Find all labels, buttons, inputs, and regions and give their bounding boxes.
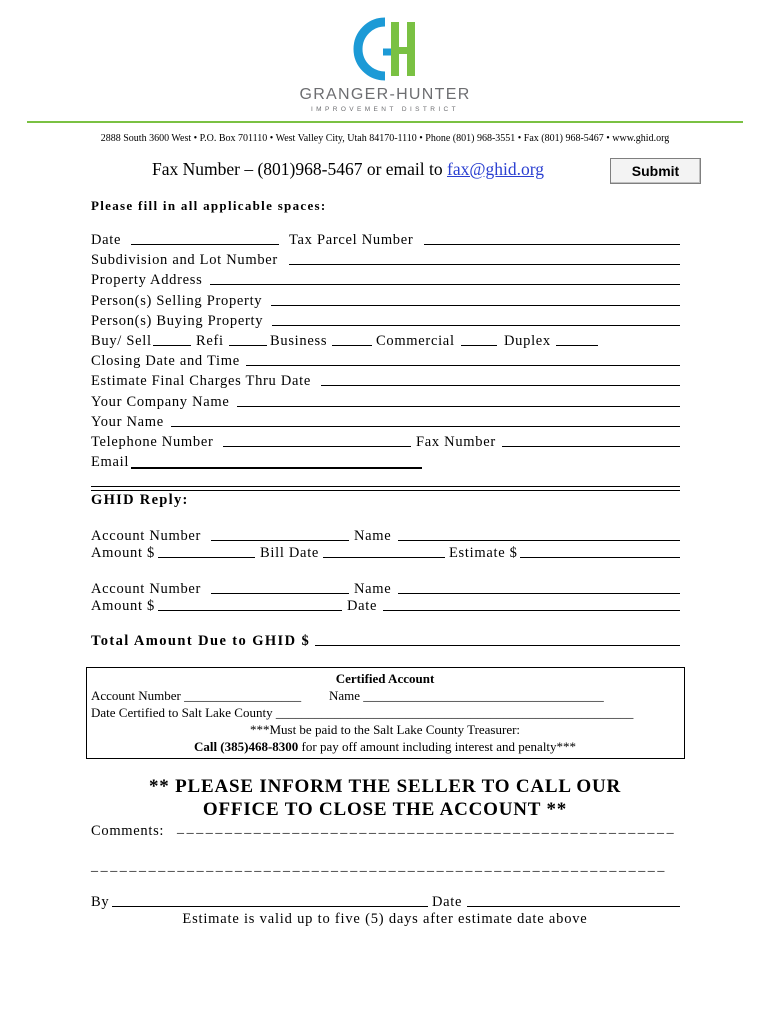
selling-field[interactable] (271, 305, 680, 306)
certified-title: Certified Account (335, 671, 435, 686)
comments-field-1[interactable]: ____________________________________________________ (177, 821, 677, 836)
estimate-label: Estimate $ (449, 545, 518, 561)
date-certified: Date Certified to Salt Lake County _______________________________________________________ (91, 705, 634, 720)
commercial-label: Commercial (376, 333, 455, 349)
bill-date-field[interactable] (323, 557, 445, 558)
your-name-label: Your Name (91, 414, 164, 430)
buy-sell-field[interactable] (153, 345, 191, 346)
section-divider (91, 486, 680, 491)
account-number-label-2: Account Number (91, 581, 202, 597)
certified-account-number: Account Number __________________ (91, 688, 302, 703)
submit-button[interactable]: Submit (610, 158, 701, 184)
estimate-thru-field[interactable] (321, 385, 680, 386)
inform-line-2: OFFICE TO CLOSE THE ACCOUNT ** (202, 799, 568, 820)
closing-label: Closing Date and Time (91, 353, 240, 369)
call-line (0, 740, 770, 753)
buying-label: Person(s) Buying Property (91, 313, 264, 329)
ghid-logo (353, 16, 417, 82)
buying-field[interactable] (272, 325, 680, 326)
total-field[interactable] (315, 645, 680, 646)
comments-label: Comments: (91, 823, 165, 839)
instructions: Please fill in all applicable spaces: (91, 198, 327, 213)
amount-field[interactable] (158, 557, 255, 558)
name-field[interactable] (398, 540, 680, 541)
org-name: GRANGER-HUNTER (299, 86, 471, 103)
closing-field[interactable] (246, 365, 680, 366)
must-be-paid: ***Must be paid to the Salt Lake County Treasurer: (249, 722, 521, 737)
fax-text: Fax Number – (801)968-5467 or email to (152, 159, 448, 179)
duplex-label: Duplex (504, 333, 551, 349)
call-rest: for pay off amount including interest and penalty*** (298, 739, 577, 754)
call-number: Call (385)468-8300 (193, 739, 299, 754)
fax-label: Fax Number (416, 434, 496, 450)
name-field-2[interactable] (398, 593, 680, 594)
name-label: Name (354, 528, 392, 544)
subdivision-field[interactable] (289, 264, 680, 265)
reply-heading: GHID Reply: (91, 492, 189, 508)
inform-line-1: ** PLEASE INFORM THE SELLER TO CALL OUR (148, 776, 621, 797)
address-line: 2888 South 3600 West • P.O. Box 701110 • West Valley City, Utah 84170-1110 • Phone (801) 968-3551 • Fax (801) 968-5467 • www.ghid.org (100, 133, 670, 144)
fax-field[interactable] (502, 446, 680, 447)
amount-field-2[interactable] (158, 610, 342, 611)
certified-name: Name _____________________________________ (329, 688, 604, 703)
estimate-field[interactable] (520, 557, 680, 558)
commercial-field[interactable] (461, 345, 497, 346)
property-address-label: Property Address (91, 272, 203, 288)
date-label: Date (91, 232, 122, 248)
refi-field[interactable] (229, 345, 267, 346)
amount-label-2: Amount $ (91, 598, 156, 614)
date-field[interactable] (131, 244, 279, 245)
date-label-2: Date (347, 598, 378, 614)
fax-email-link[interactable]: fax@ghid.org (447, 159, 544, 179)
tax-parcel-field[interactable] (424, 244, 680, 245)
telephone-field[interactable] (223, 446, 411, 447)
org-subtitle: IMPROVEMENT DISTRICT (310, 106, 460, 113)
email-field[interactable] (131, 467, 422, 469)
validity-note: Estimate is valid up to five (5) days after estimate date above (182, 911, 588, 927)
subdivision-label: Subdivision and Lot Number (91, 252, 278, 268)
email-label: Email (91, 454, 130, 470)
buy-sell-label: Buy/ Sell (91, 333, 152, 349)
account-number-label: Account Number (91, 528, 202, 544)
company-label: Your Company Name (91, 394, 230, 410)
footer-date-label: Date (432, 894, 463, 910)
business-field[interactable] (332, 345, 372, 346)
telephone-label: Telephone Number (91, 434, 214, 450)
your-name-field[interactable] (171, 426, 680, 427)
by-label: By (91, 894, 110, 910)
footer-date-field[interactable] (467, 906, 680, 907)
selling-label: Person(s) Selling Property (91, 293, 263, 309)
bill-date-label: Bill Date (260, 545, 320, 561)
total-label: Total Amount Due to GHID $ (91, 633, 311, 649)
account-number-field-2[interactable] (211, 593, 349, 594)
header-rule (27, 121, 743, 123)
property-address-field[interactable] (210, 284, 680, 285)
company-field[interactable] (237, 406, 680, 407)
amount-label: Amount $ (91, 545, 156, 561)
business-label: Business (270, 333, 328, 349)
date-field-2[interactable] (383, 610, 680, 611)
comments-field-2[interactable]: ____________________________________________________________ (91, 859, 667, 874)
name-label-2: Name (354, 581, 392, 597)
tax-parcel-label: Tax Parcel Number (289, 232, 414, 248)
duplex-field[interactable] (556, 345, 598, 346)
by-field[interactable] (112, 906, 428, 907)
account-number-field[interactable] (211, 540, 349, 541)
refi-label: Refi (196, 333, 224, 349)
estimate-thru-label: Estimate Final Charges Thru Date (91, 373, 311, 389)
fax-instructions (152, 159, 544, 180)
